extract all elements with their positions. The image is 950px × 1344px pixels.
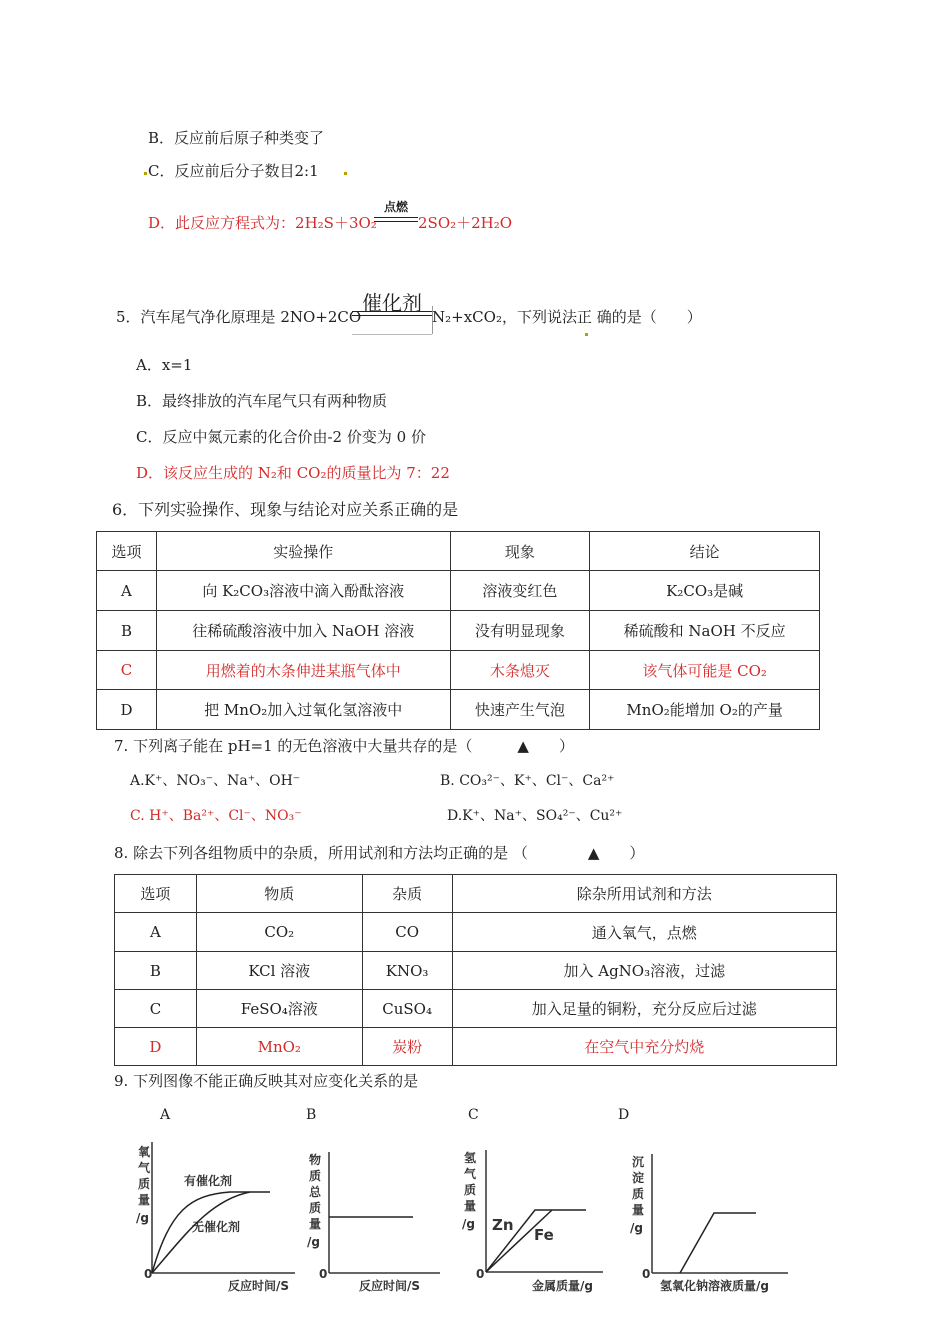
q8-cell: 通入氧气，点燃 xyxy=(452,913,836,952)
q6-cell: 用燃着的木条伸进某瓶气体中 xyxy=(156,651,450,690)
chart-a-ylabel: 气 xyxy=(138,1161,151,1175)
q6-stem: 6．下列实验操作、现象与结论对应关系正确的是 xyxy=(112,500,459,519)
chart-b-ylabel: 量 xyxy=(309,1217,322,1231)
chart-c-ylabel: 氢 xyxy=(464,1151,477,1165)
equals-sign xyxy=(374,217,418,222)
chart-c-series-fe: Fe xyxy=(534,1226,554,1244)
chart-d-ylabel: 沉 xyxy=(632,1155,645,1169)
q8-cell: D xyxy=(115,1028,197,1066)
chart-b-ylabel: 物 xyxy=(309,1153,322,1167)
q4-option-d-product: 2SO₂＋2H₂O xyxy=(418,214,513,232)
q8-cell: CO xyxy=(362,913,452,952)
equals-sign xyxy=(352,311,432,316)
q6-cell: A xyxy=(97,571,157,611)
q5-option-a: A．x=1 xyxy=(136,356,193,374)
q6-cell: 往稀硫酸溶液中加入 NaOH 溶液 xyxy=(156,611,450,651)
q6-cell: 溶液变红色 xyxy=(450,571,590,611)
q8-cell: C xyxy=(115,990,197,1028)
chart-a-series-no-catalyst: 无催化剂 xyxy=(192,1220,241,1234)
q8-cell: KNO₃ xyxy=(362,952,452,990)
q8-header-cell: 物质 xyxy=(196,875,362,913)
q8-cell: A xyxy=(115,913,197,952)
q6-cell: D xyxy=(97,690,157,730)
chart-a-series-catalyst: 有催化剂 xyxy=(184,1174,233,1188)
chart-c-xlabel: 金属质量/g xyxy=(532,1279,593,1293)
chart-b xyxy=(305,1150,445,1300)
q6-cell: 把 MnO₂加入过氧化氢溶液中 xyxy=(156,690,450,730)
q8-header-row xyxy=(115,875,837,913)
chart-a-ylabel: 氧 xyxy=(138,1145,151,1159)
q4-option-b: B．反应前后原子种类变了 xyxy=(148,129,325,147)
q8-cell: 在空气中充分灼烧 xyxy=(452,1028,836,1066)
q6-cell: 稀硫酸和 NaOH 不反应 xyxy=(590,611,820,651)
chart-c-ylabel: 质 xyxy=(464,1183,477,1197)
chart-a xyxy=(130,1140,300,1300)
q5-option-c: C．反应中氮元素的化合价由-2 价变为 0 价 xyxy=(136,428,426,446)
scan-mark xyxy=(344,172,347,175)
q8-cell: FeSO₄溶液 xyxy=(196,990,362,1028)
q8-cell: KCl 溶液 xyxy=(196,952,362,990)
q6-row xyxy=(97,690,820,730)
chart-b-xlabel: 反应时间/S xyxy=(359,1279,421,1293)
q6-header-row xyxy=(97,532,820,571)
q8-cell: 加入 AgNO₃溶液，过滤 xyxy=(452,952,836,990)
chart-c-series-zn: Zn xyxy=(492,1216,514,1234)
q9-stem: 9. 下列图像不能正确反映其对应变化关系的是 xyxy=(114,1072,419,1090)
q7-option-c: C. H⁺、Ba²⁺、Cl⁻、NO₃⁻ xyxy=(130,808,302,824)
q7-option-a: A.K⁺、NO₃⁻、Na⁺、OH⁻ xyxy=(130,773,301,789)
q4-option-c: C．反应前后分子数目2:1 xyxy=(148,162,319,180)
chart-b-ylabel: 质 xyxy=(309,1169,322,1183)
chart-b-ylabel: 质 xyxy=(309,1201,322,1215)
chart-d xyxy=(628,1152,798,1300)
chart-d-origin: 0 xyxy=(642,1267,651,1281)
q6-row xyxy=(97,611,820,651)
chart-a-ylabel: /g xyxy=(136,1211,149,1225)
q9-label-c: C xyxy=(468,1107,479,1123)
q9-label-a: A xyxy=(160,1107,171,1123)
q8-stem: 8. 除去下列各组物质中的杂质，所用试剂和方法均正确的是 （ ▲ ） xyxy=(114,844,645,862)
q6-cell: 木条熄灭 xyxy=(450,651,590,690)
q8-row-answer xyxy=(115,1028,837,1066)
q8-row xyxy=(115,913,837,952)
q5-stem-pre: 5．汽车尾气净化原理是 2NO+2CO xyxy=(116,308,362,326)
chart-c-ylabel: 气 xyxy=(464,1167,477,1181)
frame-edge xyxy=(352,334,432,335)
chart-c-ylabel: /g xyxy=(462,1217,475,1231)
q6-cell: MnO₂能增加 O₂的产量 xyxy=(590,690,820,730)
q8-cell: B xyxy=(115,952,197,990)
chart-d-ylabel: 量 xyxy=(632,1203,645,1217)
chart-d-xlabel: 氢氧化钠溶液质量/g xyxy=(660,1279,769,1293)
chart-d-ylabel: /g xyxy=(630,1221,643,1235)
q8-row xyxy=(115,952,837,990)
q6-cell: 没有明显现象 xyxy=(450,611,590,651)
q9-label-b: B xyxy=(306,1107,317,1123)
chart-a-xlabel: 反应时间/S xyxy=(228,1279,290,1293)
q7-option-b: B. CO₃²⁻、K⁺、Cl⁻、Ca²⁺ xyxy=(440,773,615,789)
q5-stem-post: N₂+xCO₂，下列说法正 确的是（ ） xyxy=(432,308,702,326)
q4-option-d: D．此反应方程式为：2H₂S＋3O₂ xyxy=(148,214,377,232)
q7-stem: 7. 下列离子能在 pH=1 的无色溶液中大量共存的是（ ▲ ） xyxy=(114,737,574,755)
chart-d-ylabel: 质 xyxy=(632,1187,645,1201)
q5-option-b: B．最终排放的汽车尾气只有两种物质 xyxy=(136,392,388,410)
chart-b-ylabel: /g xyxy=(307,1235,320,1249)
chart-b-ylabel: 总 xyxy=(309,1185,322,1199)
q6-table xyxy=(96,531,820,730)
q6-header-cell: 选项 xyxy=(97,532,157,571)
q6-cell: 快速产生气泡 xyxy=(450,690,590,730)
q8-cell: CuSO₄ xyxy=(362,990,452,1028)
q8-header-cell: 选项 xyxy=(115,875,197,913)
chart-c-origin: 0 xyxy=(476,1267,485,1281)
chart-c-ylabel: 量 xyxy=(464,1199,477,1213)
q8-cell: CO₂ xyxy=(196,913,362,952)
q6-row-answer xyxy=(97,651,820,690)
chart-b-origin: 0 xyxy=(319,1267,328,1281)
scan-mark xyxy=(144,172,147,175)
q8-header-cell: 杂质 xyxy=(362,875,452,913)
scan-mark xyxy=(585,333,588,336)
q6-cell: C xyxy=(97,651,157,690)
q6-header-cell: 实验操作 xyxy=(156,532,450,571)
q8-table xyxy=(114,874,837,1066)
chart-a-origin: 0 xyxy=(144,1267,153,1281)
q6-header-cell: 现象 xyxy=(450,532,590,571)
chart-a-ylabel: 质 xyxy=(138,1177,151,1191)
q6-header-cell: 结论 xyxy=(590,532,820,571)
q8-cell: 加入足量的铜粉，充分反应后过滤 xyxy=(452,990,836,1028)
q8-row xyxy=(115,990,837,1028)
chart-d-ylabel: 淀 xyxy=(632,1171,645,1185)
q7-option-d: D.K⁺、Na⁺、SO₄²⁻、Cu²⁺ xyxy=(447,808,623,824)
q5-catalyst: 催化剂 xyxy=(362,291,422,315)
q9-label-d: D xyxy=(618,1107,630,1123)
q6-cell: K₂CO₃是碱 xyxy=(590,571,820,611)
q6-cell: 该气体可能是 CO₂ xyxy=(590,651,820,690)
q5-option-d: D．该反应生成的 N₂和 CO₂的质量比为 7：22 xyxy=(136,464,450,482)
q8-cell: MnO₂ xyxy=(196,1028,362,1066)
chart-a-ylabel: 量 xyxy=(138,1193,151,1207)
q8-header-cell: 除杂所用试剂和方法 xyxy=(452,875,836,913)
chart-d-line xyxy=(680,1213,756,1273)
chart-c xyxy=(458,1148,608,1298)
q4-reaction-condition: 点燃 xyxy=(384,200,409,214)
q6-row xyxy=(97,571,820,611)
q6-cell: B xyxy=(97,611,157,651)
q6-cell: 向 K₂CO₃溶液中滴入酚酞溶液 xyxy=(156,571,450,611)
q8-cell: 炭粉 xyxy=(362,1028,452,1066)
